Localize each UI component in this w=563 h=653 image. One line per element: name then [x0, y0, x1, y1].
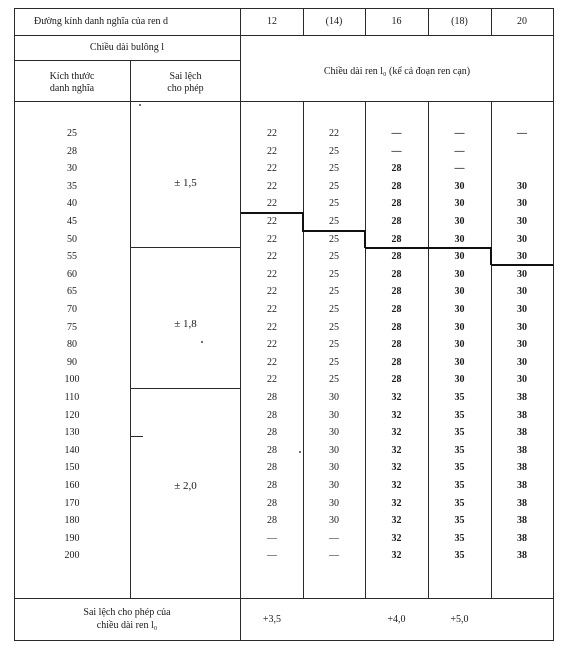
- row-length: 160: [64, 480, 80, 491]
- thread-length-cell: 30: [329, 392, 339, 403]
- thread-length-cell: 25: [329, 251, 339, 262]
- nominal-diameter-label: Đường kính danh nghĩa của ren d: [34, 16, 169, 27]
- thread-length-cell: 35: [454, 515, 465, 526]
- thread-length-cell: 30: [329, 480, 339, 491]
- thread-length-cell: 22: [267, 198, 277, 209]
- step-line-d20: [491, 264, 553, 266]
- thread-length-cell: 22: [267, 322, 277, 333]
- thread-length-cell: 30: [517, 339, 527, 350]
- thread-length-cell: —: [391, 146, 402, 157]
- row-length: 45: [67, 216, 77, 227]
- thread-length-cell: 30: [454, 181, 465, 192]
- thread-length-cell: 32: [391, 533, 402, 544]
- thread-length-cell: 28: [391, 374, 402, 385]
- thread-length-cell: 30: [329, 410, 339, 421]
- thread-length-cell: 30: [454, 357, 465, 368]
- thread-length-cell: 25: [329, 374, 339, 385]
- bolt-length-label: Chiều dài bulông l: [89, 42, 165, 53]
- thread-length-cell: 38: [517, 480, 527, 491]
- thread-length-cell: 35: [454, 498, 465, 509]
- thread-length-cell: 22: [267, 251, 277, 262]
- thread-length-cell: 28: [391, 269, 402, 280]
- row-length: 170: [64, 498, 80, 509]
- thread-length-cell: 22: [267, 234, 277, 245]
- thread-length-cell: —: [391, 128, 402, 139]
- tolerance-group-1: ± 1,5: [174, 177, 197, 189]
- thread-length-cell: 38: [517, 445, 527, 456]
- thread-length-cell: 28: [391, 251, 402, 262]
- thread-length-cell: 22: [267, 269, 277, 280]
- footer-label-line2: chiều dài ren l₀: [96, 620, 158, 631]
- body-bottom: [14, 598, 554, 599]
- thread-length-cell: 22: [267, 128, 277, 139]
- row-length: 65: [67, 286, 77, 297]
- thread-length-cell: 30: [454, 304, 465, 315]
- table-border-bottom: [14, 640, 554, 641]
- thread-length-cell: 30: [517, 181, 527, 192]
- thread-length-cell: 28: [391, 198, 402, 209]
- row-length: 70: [67, 304, 77, 315]
- thread-length-cell: 38: [517, 515, 527, 526]
- thread-length-cell: 28: [267, 480, 277, 491]
- thread-length-cell: 28: [267, 427, 277, 438]
- thread-length-cell: 35: [454, 462, 465, 473]
- thread-length-cell: 38: [517, 410, 527, 421]
- thread-length-cell: 30: [329, 427, 339, 438]
- footer-tolerance-d18-d20: +5,0: [450, 614, 469, 625]
- thread-length-cell: 38: [517, 550, 527, 561]
- row-length: 140: [64, 445, 80, 456]
- thread-length-cell: 28: [391, 286, 402, 297]
- diameter-16: 16: [391, 16, 402, 27]
- thread-length-cell: 28: [391, 163, 402, 174]
- thread-length-cell: 28: [267, 410, 277, 421]
- diameter-18: (18): [451, 16, 468, 27]
- thread-length-cell: 35: [454, 427, 465, 438]
- row-length: 120: [64, 410, 80, 421]
- thread-length-cell: 30: [517, 286, 527, 297]
- thread-length-cell: —: [267, 550, 277, 561]
- thread-length-cell: 30: [329, 515, 339, 526]
- thread-length-cell: 28: [267, 392, 277, 403]
- thread-length-cell: 30: [329, 445, 339, 456]
- thread-length-cell: 25: [329, 339, 339, 350]
- thread-length-cell: 28: [391, 304, 402, 315]
- table-border-top: [14, 8, 554, 9]
- thread-length-cell: 25: [329, 216, 339, 227]
- row-length: 30: [67, 163, 77, 174]
- thread-length-cell: 32: [391, 480, 402, 491]
- row-length: 150: [64, 462, 80, 473]
- thread-length-cell: —: [267, 533, 277, 544]
- tolerance-group-divider-1: [131, 247, 240, 248]
- scan-speck: [201, 341, 203, 343]
- thread-length-cell: 32: [391, 427, 402, 438]
- bolt-length-divider: [14, 60, 240, 61]
- thread-length-cell: —: [517, 128, 527, 139]
- thread-length-cell: 22: [267, 339, 277, 350]
- thread-length-cell: 25: [329, 146, 339, 157]
- thread-length-cell: 28: [267, 515, 277, 526]
- thread-length-cell: 38: [517, 392, 527, 403]
- thread-length-cell: —: [454, 163, 465, 174]
- step-line-d12: [241, 212, 303, 214]
- thread-length-cell: —: [329, 550, 339, 561]
- thread-length-cell: 25: [329, 234, 339, 245]
- thread-length-cell: 30: [454, 286, 465, 297]
- thread-length-cell: 35: [454, 445, 465, 456]
- thread-length-cell: 28: [391, 234, 402, 245]
- thread-length-cell: 28: [267, 462, 277, 473]
- thread-length-cell: 30: [454, 269, 465, 280]
- thread-length-cell: 25: [329, 198, 339, 209]
- thread-length-cell: 30: [454, 216, 465, 227]
- thread-length-cell: 28: [391, 181, 402, 192]
- thread-length-cell: 25: [329, 304, 339, 315]
- thread-length-cell: 38: [517, 462, 527, 473]
- tolerance-label-line2: cho phép: [167, 83, 204, 94]
- thread-length-cell: 35: [454, 550, 465, 561]
- thread-length-cell: 30: [454, 234, 465, 245]
- thread-length-cell: —: [329, 533, 339, 544]
- row-length: 130: [64, 427, 80, 438]
- size-label-line2: danh nghĩa: [49, 83, 95, 94]
- thread-length-cell: 28: [391, 216, 402, 227]
- thread-length-cell: 25: [329, 269, 339, 280]
- row-length: 28: [67, 146, 77, 157]
- thread-length-cell: 38: [517, 427, 527, 438]
- thread-length-cell: 30: [517, 304, 527, 315]
- diameter-14: (14): [325, 16, 343, 27]
- scan-speck: [139, 104, 141, 106]
- row-length: 50: [67, 234, 77, 245]
- thread-length-cell: 25: [329, 286, 339, 297]
- thread-length-cell: 22: [329, 128, 339, 139]
- thread-length-cell: 30: [517, 251, 527, 262]
- footer-tolerance-d14-d16: +4,0: [387, 614, 406, 625]
- step-line-d16-d18: [365, 247, 492, 249]
- thread-length-cell: 32: [391, 462, 402, 473]
- thread-length-cell: 25: [329, 181, 339, 192]
- diameter-12: 12: [267, 16, 277, 27]
- scan-speck: [299, 451, 301, 453]
- thread-length-cell: —: [454, 146, 465, 157]
- thread-length-cell: 35: [454, 392, 465, 403]
- thread-length-cell: 32: [391, 410, 402, 421]
- thread-length-cell: 30: [517, 234, 527, 245]
- thread-length-cell: 22: [267, 357, 277, 368]
- thread-length-cell: 35: [454, 410, 465, 421]
- row-length: 80: [67, 339, 77, 350]
- row-length: 200: [64, 550, 80, 561]
- tolerance-tick: [131, 436, 143, 437]
- row-length: 180: [64, 515, 80, 526]
- diameter-20: 20: [517, 16, 527, 27]
- footer-tolerance-d12: +3,5: [262, 614, 282, 625]
- thread-length-cell: 25: [329, 163, 339, 174]
- thread-length-cell: 22: [267, 374, 277, 385]
- tolerance-group-divider-2: [131, 388, 240, 389]
- thread-length-cell: 30: [454, 339, 465, 350]
- thread-length-cell: 32: [391, 498, 402, 509]
- thread-length-cell: 22: [267, 304, 277, 315]
- header-divider: [14, 35, 554, 36]
- thread-length-cell: 30: [517, 198, 527, 209]
- thread-length-cell: 32: [391, 392, 402, 403]
- row-length: 100: [64, 374, 80, 385]
- step-line-d14: [303, 230, 366, 232]
- thread-length-cell: 30: [454, 198, 465, 209]
- thread-length-cell: 30: [454, 322, 465, 333]
- thread-length-cell: 38: [517, 498, 527, 509]
- size-label-line1: Kích thước: [49, 71, 95, 82]
- row-length: 60: [67, 269, 77, 280]
- thread-length-cell: 22: [267, 216, 277, 227]
- thread-length-cell: 28: [267, 445, 277, 456]
- thread-length-cell: 38: [517, 533, 527, 544]
- thread-length-cell: 30: [517, 322, 527, 333]
- thread-length-cell: 32: [391, 515, 402, 526]
- thread-length-cell: 28: [267, 498, 277, 509]
- thread-length-cell: 30: [329, 462, 339, 473]
- thread-length-cell: 30: [517, 216, 527, 227]
- row-length: 40: [67, 198, 77, 209]
- thread-length-cell: 25: [329, 322, 339, 333]
- column-header-bottom: [14, 101, 554, 102]
- tolerance-label-line1: Sai lệch: [169, 71, 202, 82]
- thread-length-cell: 32: [391, 550, 402, 561]
- thread-length-cell: 22: [267, 163, 277, 174]
- tolerance-group-2: ± 1,8: [174, 318, 197, 330]
- row-length: 90: [67, 357, 77, 368]
- thread-length-cell: 28: [391, 357, 402, 368]
- thread-length-cell: 32: [391, 445, 402, 456]
- thread-length-cell: 22: [267, 286, 277, 297]
- thread-length-cell: 30: [454, 251, 465, 262]
- footer-label-line1: Sai lệch cho phép của: [83, 607, 171, 618]
- tolerance-group-3: ± 2,0: [174, 480, 197, 492]
- row-length: 55: [67, 251, 77, 262]
- thread-length-label: Chiều dài ren l₀ (kể cả đoạn ren cạn): [323, 66, 471, 77]
- thread-length-cell: 35: [454, 533, 465, 544]
- thread-length-cell: 30: [517, 269, 527, 280]
- thread-length-cell: 30: [517, 374, 527, 385]
- thread-length-cell: —: [454, 128, 465, 139]
- table-border-right: [553, 8, 554, 641]
- thread-length-cell: 35: [454, 480, 465, 491]
- row-length: 75: [67, 322, 77, 333]
- thread-length-cell: 30: [517, 357, 527, 368]
- row-length: 110: [64, 392, 80, 403]
- thread-length-cell: 22: [267, 146, 277, 157]
- row-length: 25: [67, 128, 77, 139]
- thread-length-cell: 28: [391, 339, 402, 350]
- thread-length-cell: 22: [267, 181, 277, 192]
- thread-length-cell: 30: [329, 498, 339, 509]
- thread-length-cell: 25: [329, 357, 339, 368]
- thread-length-cell: 30: [454, 374, 465, 385]
- row-length: 35: [67, 181, 77, 192]
- row-length: 190: [64, 533, 80, 544]
- thread-length-cell: 28: [391, 322, 402, 333]
